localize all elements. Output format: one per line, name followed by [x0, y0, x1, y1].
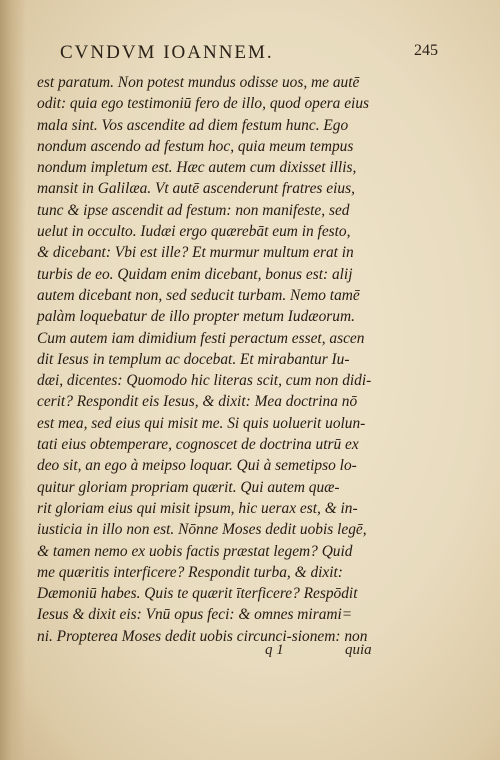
text-line: tunc & ipse ascendit ad festum: non manifeste, sed	[37, 201, 350, 219]
text-line: est mea, sed eius qui misit me. Si quis uoluerit uolun-	[37, 414, 366, 432]
text-line: cerit? Respondit eis Iesus, & dixit: Mea doctrina nō	[37, 393, 358, 411]
text-line: iusticia in illo non est. Nōnne Moses dedit uobis legē,	[37, 521, 367, 539]
text-line: rit gloriam eius qui misit ipsum, hic uerax est, & in-	[37, 499, 358, 517]
text-line: dit Iesus in templum ac docebat. Et mirabantur Iu-	[37, 350, 350, 368]
text-line: mansit in Galilæa. Vt autē ascenderunt fratres eius,	[37, 180, 355, 198]
text-line: & tamen nemo ex uobis factis præstat legem? Quid	[37, 542, 353, 560]
text-line: Iesus & dixit eis: Vnū opus feci: & omnes mirami=	[37, 606, 353, 624]
catchword: quia	[345, 642, 372, 658]
text-line: quitur gloriam propriam quærit. Qui autem quæ-	[37, 478, 340, 496]
page-footer	[0, 642, 500, 664]
text-line: turbis de eo. Quidam enim dicebant, bonus est: alij	[37, 265, 353, 283]
page-header	[60, 42, 438, 66]
text-line: mala sint. Vos ascendite ad diem festum hunc. Ego	[37, 116, 349, 134]
text-line: dæi, dicentes: Quomodo hic literas scit, cum non didi-	[37, 372, 372, 390]
text-line: ni. Propterea Moses dedit uobis circunci-sionem: non	[37, 627, 368, 645]
text-line: uelut in occulto. Iudæi ergo quærebāt eum in festo,	[37, 223, 351, 241]
folio-number: 245	[414, 42, 438, 59]
text-line: nondum ascendo ad festum hoc, quia meum tempus	[37, 137, 354, 155]
text-line: tati eius obtemperare, cognoscet de doctrina utrū ex	[37, 436, 359, 454]
body-text	[37, 72, 417, 647]
text-line: nondum impletum est. Hæc autem cum dixisset illis,	[37, 159, 357, 177]
text-line: deo sit, an ego à meipso loquar. Qui à semetipso lo-	[37, 457, 357, 475]
signature-mark: q 1	[265, 642, 284, 658]
text-line: Dæmoniū habes. Quis te quærit īterficere? Respōdit	[37, 585, 358, 603]
text-line: Cum autem iam dimidium festi peractum esset, ascen	[37, 329, 365, 347]
text-line: me quæritis interficere? Respondit turba, & dixit:	[37, 563, 343, 581]
text-line: autem dicebant non, sed seducit turbam. Nemo tamē	[37, 286, 360, 304]
running-head: CVNDVM IOANNEM.	[60, 42, 274, 63]
text-line: est paratum. Non potest mundus odisse uos, me autē	[37, 74, 360, 91]
text-line: palàm loquebatur de illo propter metum Iudæorum.	[37, 308, 355, 326]
text-line: & dicebant: Vbi est ille? Et murmur multum erat in	[37, 244, 354, 262]
text-line: odit: quia ego testimoniū fero de illo, quod opera eius	[37, 95, 370, 113]
